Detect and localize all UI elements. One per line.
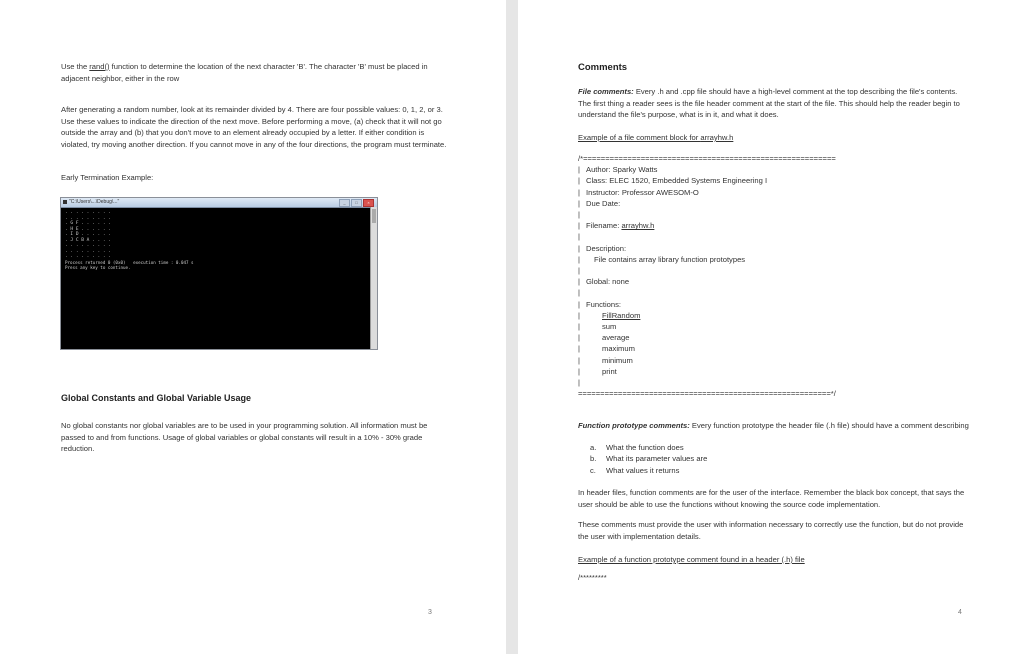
- block-blank: |: [578, 266, 580, 276]
- list-item: [590, 465, 707, 476]
- list-item: [590, 453, 707, 464]
- block-blank: |: [578, 288, 580, 298]
- block-class: | Class: ELEC 1520, Embedded Systems Engineering I: [578, 176, 768, 186]
- prototype-comments-label: Function prototype comments:: [578, 421, 690, 430]
- list-text: What its parameter values are: [606, 454, 708, 464]
- paragraph-prototype-comments: [578, 420, 970, 432]
- paragraph-provide-info: These comments must provide the user with information necessary to correctly use the function, but do not provide the user with implementation details.: [578, 520, 964, 541]
- instructor-text: Instructor: Professor AWESOM-O: [586, 187, 699, 197]
- paragraph-rand: [61, 61, 451, 84]
- maximize-icon: □: [351, 199, 362, 207]
- function-name: average: [602, 333, 630, 343]
- block-filename: | Filename: arrayhw.h: [578, 221, 655, 231]
- file-name-text: arrayhw.h: [700, 133, 734, 142]
- scrollbar-thumb: [372, 209, 376, 223]
- list-marker: b.: [590, 454, 597, 464]
- file-comment-block: [578, 153, 836, 399]
- function-name: minimum: [602, 355, 633, 365]
- paragraph-random-number: After generating a random number, look at its remainder divided by 4. There are four possible values: 0, 1, 2, or 3. Use these values to indicate the direction of the next move. Before performing a move, (a) check that it will not go outside the array and (b) that you don't move to an element already occupied by a letter. If either condition is violated, try moving another direction. If you cannot move in any of the four directions, the program must terminate.: [61, 105, 447, 149]
- prototype-list: [590, 442, 707, 476]
- example-prototype-heading: Example of a function prototype comment found in a header (.h) file: [578, 555, 805, 564]
- block-blank: |: [578, 210, 580, 220]
- block-function-item: | FillRandom: [578, 310, 641, 320]
- text-segment: Example of a file comment block for: [578, 133, 701, 142]
- console-app-icon: [63, 200, 67, 204]
- list-item: [590, 442, 707, 453]
- console-scrollbar: [370, 207, 377, 349]
- paragraph-file-comments: [578, 86, 970, 121]
- author-text: Author: Sparky Watts: [586, 165, 658, 175]
- list-text: What the function does: [606, 443, 684, 452]
- description-text: File contains array library function prototypes: [594, 254, 746, 264]
- console-grid-output: . . . . . . . . . . . . . . . . . . . G F . . . . . . . H E . . . . . . . I D . . . . . . . J C B A . . . . . . . . . . . . . . . . . . . . . . . . . . . . . . .: [65, 210, 112, 259]
- function-name: print: [602, 366, 617, 376]
- filename-value: arrayhw.h: [621, 221, 655, 231]
- console-press-key-line: Press any key to continue.: [65, 265, 131, 270]
- page-number: 4: [958, 609, 962, 616]
- window-buttons: [339, 199, 374, 207]
- console-screenshot: [60, 197, 378, 350]
- block-global: | Global: none: [578, 277, 630, 287]
- page-3: [0, 0, 506, 654]
- block-bottom-line: =========================================================*/: [578, 389, 836, 399]
- due-date-text: Due Date:: [586, 198, 621, 208]
- block-blank: |: [578, 232, 580, 242]
- block-due-date: | Due Date:: [578, 198, 621, 208]
- block-function-item: | print: [578, 366, 617, 376]
- console-title: "C:\Users\...\Debug\...": [69, 199, 120, 205]
- description-label: Description:: [586, 243, 627, 253]
- paragraph-header-files: In header files, function comments are for the user of the interface. Remember the black box concept, that says the user should be able to use the functions without knowing the source code implementation.: [578, 488, 965, 509]
- file-comments-text: Every .h and .cpp file should have a high-level comment at the top describing the file's contents. The first thing a reader sees is the file header comment at the start of the file. This should help the reader begin to understand the file's purpose, what is in it, and what it does.: [578, 87, 960, 120]
- close-icon: ×: [363, 199, 374, 207]
- paragraph-global: No global constants nor global variables are to be used in your programming solution. All information must be passed to and from functions. Usage of global variables or global constants will result in a 10% - 30% grade reduction.: [61, 421, 428, 454]
- global-text: Global: none: [586, 277, 630, 287]
- block-functions: | Functions:: [578, 299, 622, 309]
- minimize-icon: _: [339, 199, 350, 207]
- function-name: FillRandom: [602, 310, 641, 320]
- list-marker: a.: [590, 443, 597, 452]
- section-title-global: Global Constants and Global Variable Usage: [61, 393, 252, 403]
- function-name: maximum: [602, 344, 635, 354]
- text-segment: function to determine the location of the next character 'B'. The character 'B' must be placed in adjacent neighbor, either in the row: [61, 62, 428, 83]
- early-termination-label: Early Termination Example:: [61, 173, 154, 182]
- block-top-line: /*=========================================================: [578, 154, 836, 163]
- comments-title: Comments: [578, 62, 628, 73]
- block-description-text: | File contains array library function prototypes: [578, 254, 746, 264]
- function-name: sum: [602, 322, 617, 332]
- list-text: What values it returns: [606, 465, 680, 475]
- list-marker: c.: [590, 465, 596, 475]
- comment-stars-line: /*********: [578, 573, 607, 582]
- example-file-comment-heading: [578, 132, 733, 144]
- console-process-line: Process returned 0 (0x0) execution time : 0.047 s: [65, 260, 194, 265]
- prototype-comments-text: Every function prototype the header file (.h file) should have a comment describing: [689, 421, 969, 430]
- block-function-item: | sum: [578, 322, 617, 332]
- block-author: | Author: Sparky Watts: [578, 165, 658, 175]
- file-comments-label: File comments:: [578, 87, 634, 96]
- page-number: 3: [428, 609, 432, 616]
- functions-label: Functions:: [586, 299, 622, 309]
- block-instructor: | Instructor: Professor AWESOM-O: [578, 187, 699, 197]
- rand-function-text: rand(): [89, 62, 110, 71]
- block-blank: |: [578, 378, 580, 388]
- filename-label: Filename:: [586, 221, 622, 231]
- console-title-bar: [61, 198, 377, 208]
- block-function-item: | minimum: [578, 355, 633, 365]
- block-function-item: | average: [578, 333, 630, 343]
- text-segment: Use the: [61, 62, 90, 71]
- block-description: | Description:: [578, 243, 627, 253]
- class-text: Class: ELEC 1520, Embedded Systems Engineering I: [586, 176, 768, 186]
- block-function-item: | maximum: [578, 344, 635, 354]
